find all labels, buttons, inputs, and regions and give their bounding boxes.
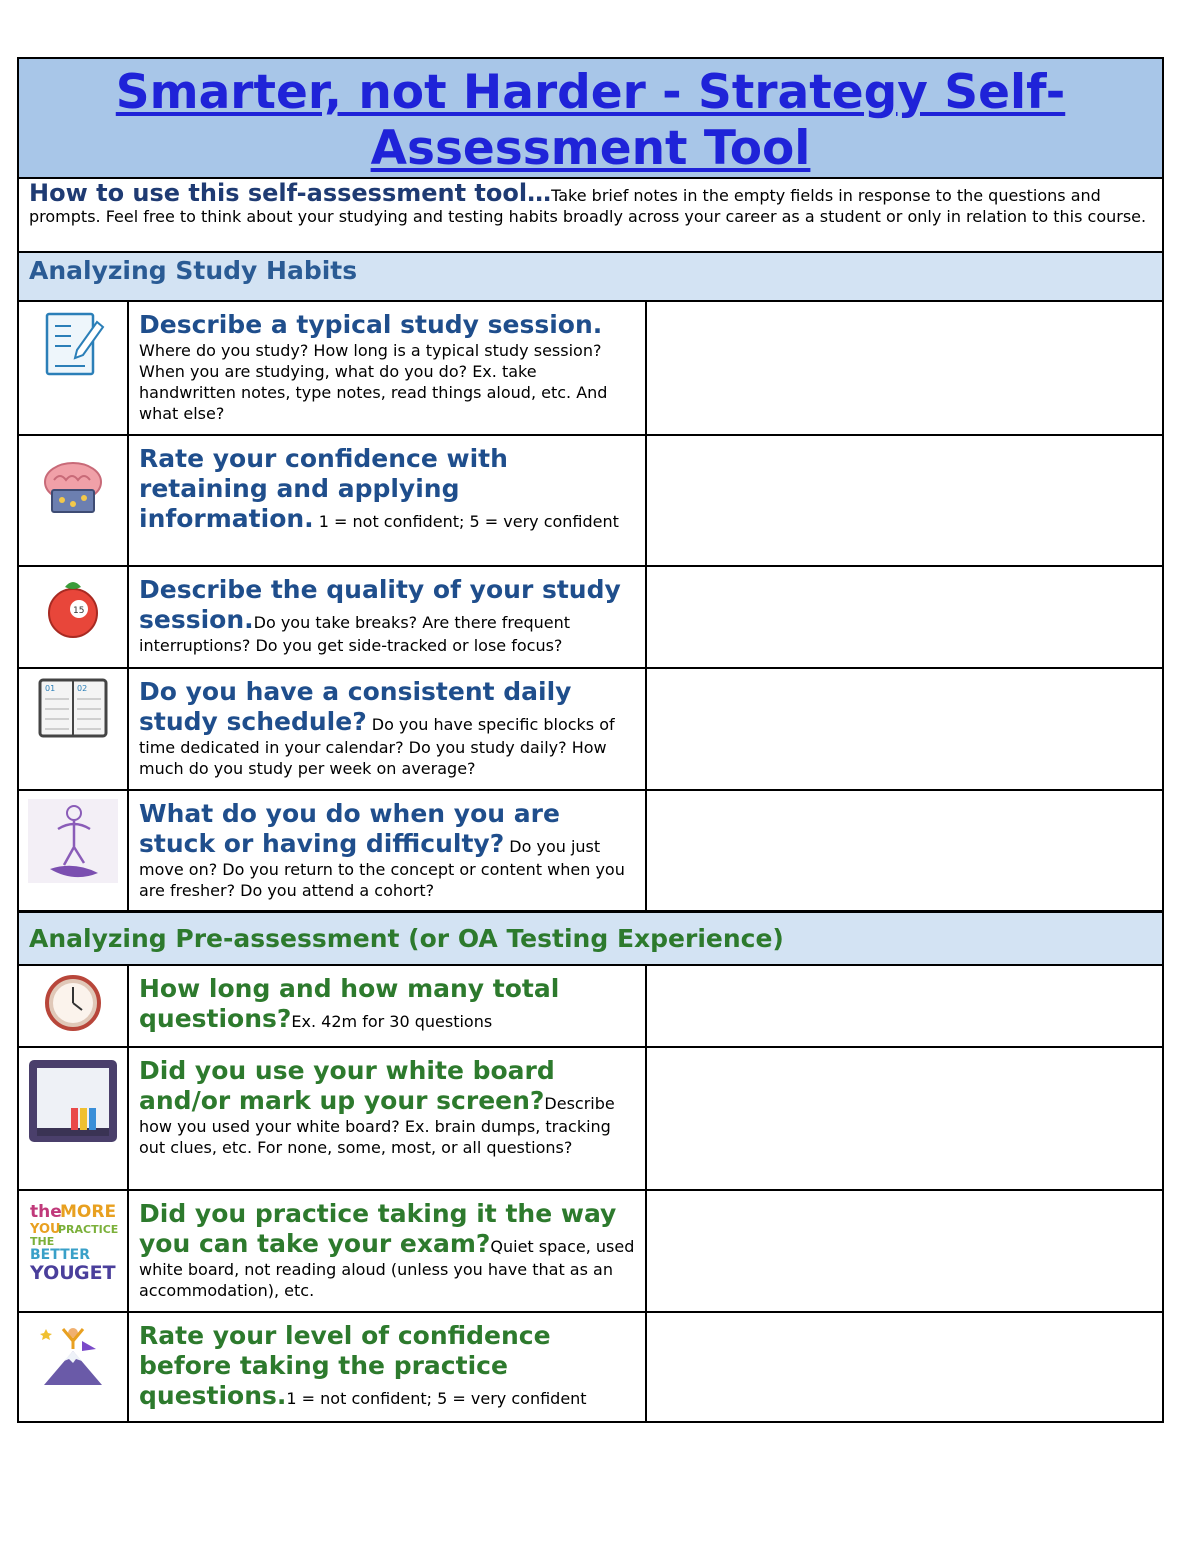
planner-icon — [19, 669, 129, 789]
question-detail: Describe how you used your white board? Ex. brain dumps, tracking out clues, etc. For none, some, most, or all questions? — [139, 1094, 615, 1157]
table-row — [19, 302, 1162, 436]
poster-word: PRACTICE — [58, 1223, 118, 1236]
question-detail: Do you just move on? Do you return to the concept or content when you are fresher? Do you attend a cohort? — [139, 837, 625, 900]
prompt-cell — [129, 436, 647, 565]
question-text: Rate your confidence with retaining and applying information. — [139, 444, 508, 533]
stuck-figure-icon — [19, 791, 129, 910]
table-row — [19, 567, 1162, 669]
answer-field[interactable] — [647, 1313, 1162, 1421]
instructions-lead: How to use this self-assessment tool… — [29, 179, 552, 207]
poster-word: the — [30, 1202, 62, 1222]
answer-field[interactable] — [647, 567, 1162, 667]
question-text: Describe a typical study session. — [139, 310, 603, 339]
poster-word: YOU — [30, 1262, 75, 1283]
title-banner — [19, 59, 1162, 179]
question-text: Do you have a consistent daily study schedule? — [139, 677, 572, 736]
question-detail: Where do you study? How long is a typical study session? When you are studying, what do you do? Ex. take handwritten notes, type notes, read things aloud, etc. And what else? — [139, 341, 608, 423]
table-row — [19, 669, 1162, 791]
prompt-cell — [129, 791, 647, 910]
question-detail: Ex. 42m for 30 questions — [291, 1012, 493, 1031]
clock-icon — [19, 966, 129, 1046]
brain-icon — [19, 436, 129, 565]
table-row — [19, 791, 1162, 912]
answer-field[interactable] — [647, 791, 1162, 910]
svg-text:01: 01 — [45, 684, 56, 693]
tomato-timer-icon — [19, 567, 129, 667]
instructions-text: Take brief notes in the empty fields in response to the questions and prompts. Feel free to think about your studying and testing habits broadly across your career as a student or only in relation to this course. — [29, 186, 1147, 226]
table-row — [19, 1048, 1162, 1191]
answer-field[interactable] — [647, 966, 1162, 1046]
prompt-cell — [129, 1191, 647, 1311]
poster-word: GET — [74, 1262, 116, 1283]
answer-field[interactable] — [647, 436, 1162, 565]
prompt-cell — [129, 302, 647, 434]
section-header-pre-assessment: Analyzing Pre-assessment (or OA Testing Experience) — [19, 912, 1162, 966]
question-text: Describe the quality of your study session. — [139, 575, 621, 634]
instructions — [19, 179, 1162, 253]
question-detail: Do you take breaks? Are there frequent interruptions? Do you get side-tracked or lose focus? — [139, 613, 571, 655]
table-row — [19, 966, 1162, 1048]
section-header-study-habits: Analyzing Study Habits — [19, 253, 1162, 302]
poster-word: BETTER — [30, 1247, 90, 1263]
poster-word: MORE — [60, 1202, 117, 1222]
page-title[interactable]: Smarter, not Harder - Strategy Self-Assessment Tool — [115, 65, 1066, 176]
prompt-cell — [129, 669, 647, 789]
notepad-pencil-icon — [19, 302, 129, 434]
mountain-summit-icon — [19, 1313, 129, 1421]
prompt-cell — [129, 966, 647, 1046]
svg-text:02: 02 — [77, 684, 88, 693]
poster-word: YOU — [30, 1222, 61, 1237]
poster-word: THE — [30, 1235, 55, 1248]
answer-field[interactable] — [647, 1191, 1162, 1311]
table-row — [19, 1191, 1162, 1313]
answer-field[interactable] — [647, 302, 1162, 434]
practice-poster-icon — [19, 1191, 129, 1311]
whiteboard-icon — [19, 1048, 129, 1189]
question-text: Did you use your white board and/or mark up your screen? — [139, 1056, 555, 1115]
table-row — [19, 436, 1162, 567]
question-text: What do you do when you are stuck or having difficulty? — [139, 799, 560, 858]
question-text: Did you practice taking it the way you can take your exam? — [139, 1199, 617, 1258]
question-detail: Do you have specific blocks of time dedicated in your calendar? Do you study daily? How much do you study per week on average? — [139, 715, 615, 778]
question-text: How long and how many total questions? — [139, 974, 560, 1033]
svg-text:15: 15 — [73, 606, 85, 616]
answer-field[interactable] — [647, 669, 1162, 789]
prompt-cell — [129, 1313, 647, 1421]
prompt-cell — [129, 567, 647, 667]
question-detail: 1 = not confident; 5 = very confident — [286, 1389, 587, 1408]
question-detail: Quiet space, used white board, not reading aloud (unless you have that as an accommodation), etc. — [139, 1237, 635, 1300]
answer-field[interactable] — [647, 1048, 1162, 1189]
table-row — [19, 1313, 1162, 1421]
question-detail: 1 = not confident; 5 = very confident — [313, 512, 619, 531]
question-text: Rate your level of confidence before taking the practice questions. — [139, 1321, 551, 1410]
assessment-table — [17, 57, 1164, 1423]
prompt-cell — [129, 1048, 647, 1189]
